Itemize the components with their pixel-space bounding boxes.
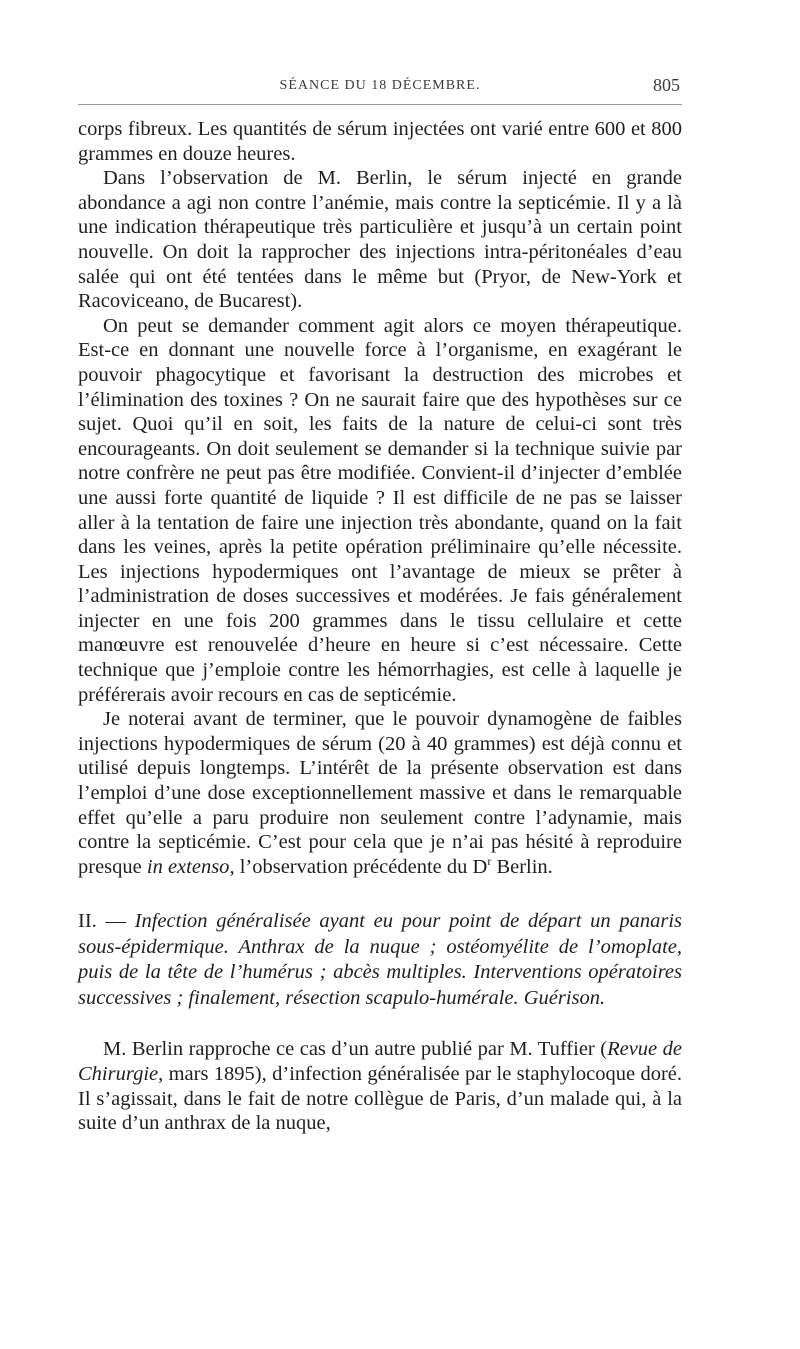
section-number: II. — <box>78 910 135 933</box>
conclusion-text-c: Berlin. <box>491 855 553 878</box>
section-title: Infection généralisée ayant eu pour point de départ un panaris sous-épidermique. Anthrax de la nuque ; ostéomyélite de l’omoplate, puis de la tête de l’humérus ; abcès multiples. Interventions opératoires successives ; finalement, résection scapulo-humérale. Guérison. <box>78 910 682 1009</box>
header-rule <box>78 104 682 105</box>
paragraph-conclusion <box>78 707 682 879</box>
running-header <box>78 70 682 104</box>
running-title: SÉANCE DU 18 DÉCEMBRE. <box>279 78 481 93</box>
tuffier-journal-title: Revue de Chirurgie <box>78 1038 682 1085</box>
conclusion-superscript: r <box>487 853 492 868</box>
paragraph-berlin-observation: Dans l’observation de M. Berlin, le sérum injecté en grande abondance a agi non contre l’anémie, mais contre la septicémie. Il y a là une indication thérapeutique très particulière et jusqu’à un certain point nouvelle. On doit la rapprocher des injections intra-péritonéales d’eau salée qui ont été tentées dans le même but (Pryor, de New-York et Racoviceano, de Bucarest). <box>78 167 682 313</box>
tuffier-text-b: , mars 1895), d’infection généralisée par le staphylocoque doré. Il s’agissait, dans le fait de notre collègue de Paris, d’un malade qui, à la suite d’un anthrax de la nuque, <box>78 1063 682 1135</box>
paragraph-mechanism: On peut se demander comment agit alors ce moyen thérapeutique. Est-ce en donnant une nouvelle force à l’organisme, en exagérant le pouvoir phagocytique et favorisant la destruction des microbes et l’élimination des toxines ? On ne saurait faire que des hypothèses sur ce sujet. Quoi qu’il en soit, les faits de la nature de celui-ci sont très encourageants. On doit seulement se demander si la technique suivie par notre confrère ne peut pas être modifiée. Convient-il d’injecter d’emblée une aussi forte quantité de liquide ? Il est difficile de ne pas se laisser aller à la tentation de faire une injection très abondante, quand on la fait dans les veines, après la petite opération préliminaire qu’elle nécessite. Les injections hypodermiques ont l’avantage de mieux se prêter à l’administration de doses successives et modérées. Je fais généralement injecter en une fois 200 grammes dans le tissu cellulaire et cette manœuvre est renouvelée d’heure en heure si c’est nécessaire. Cette technique que j’emploie contre les hémorrhagies, est celle à laquelle je préférerais avoir recours en cas de septicémie. <box>78 314 682 706</box>
paragraph-continuation: corps fibreux. Les quantités de sérum injectées ont varié entre 600 et 800 grammes en douze heures. <box>78 118 682 165</box>
conclusion-italic-in-extenso: in extenso <box>146 855 230 878</box>
tuffier-text-a: M. Berlin rapproche ce cas d’un autre publié par M. Tuffier ( <box>103 1038 608 1061</box>
paragraph-tuffier <box>78 1037 682 1135</box>
conclusion-text-b: , l’observation précédente du D <box>229 855 488 878</box>
section-heading <box>78 909 682 1011</box>
book-page <box>78 70 682 1136</box>
conclusion-text-a: Je noterai avant de terminer, que le pouvoir dynamogène de faibles injections hypodermiques de sérum (20 à 40 grammes) est déjà connu et utilisé depuis longtemps. L’intérêt de la présente observation est dans l’emploi d’une dose exceptionnellement massive et dans le remarquable effet qu’elle a paru produire non seulement contre l’adynamie, mais contre la septicémie. C’est pour cela que je n’ai pas hésité à reproduire presque <box>78 708 682 878</box>
page-number: 805 <box>653 75 680 95</box>
